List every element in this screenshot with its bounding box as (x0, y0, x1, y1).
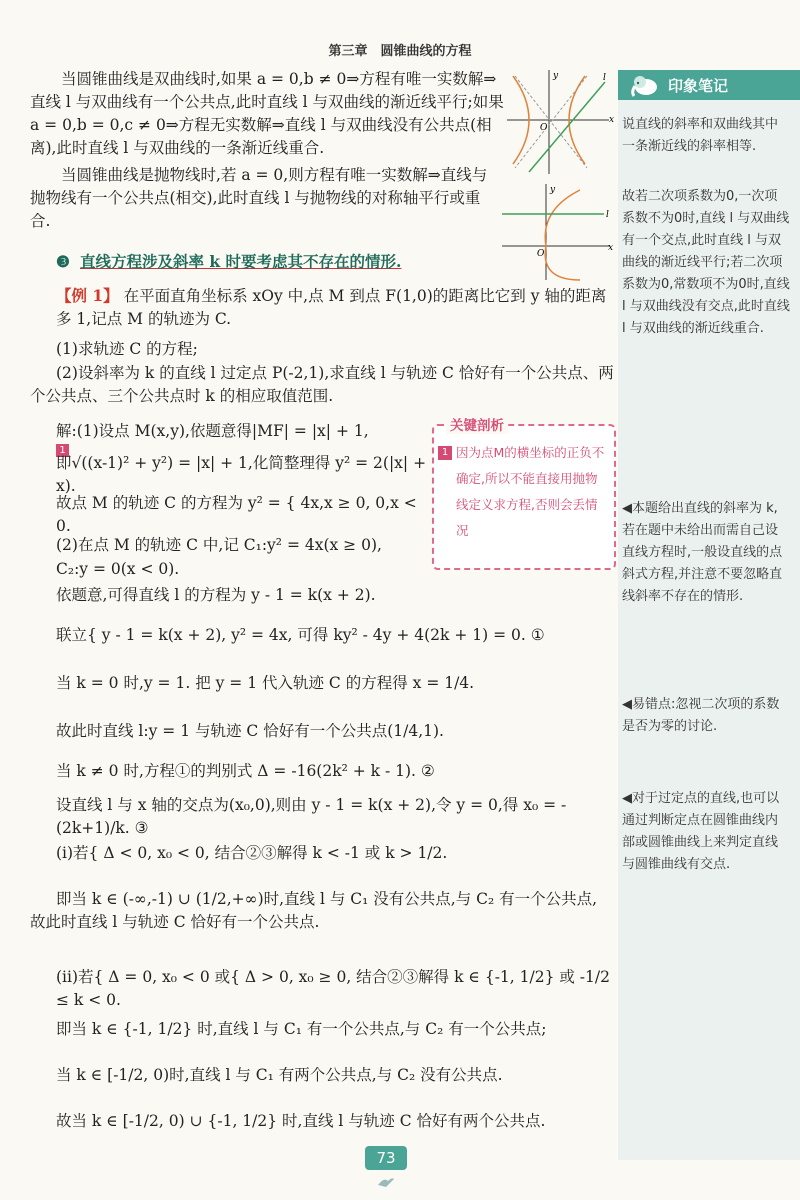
fig1-y-label: y (553, 71, 559, 81)
solution-line-6: 依题意,可得直线 l 的方程为 y - 1 = k(x + 2). (56, 586, 376, 604)
solution-line-7: 联立{ y - 1 = k(x + 2), y² = 4x, 可得 ky² - 4y + 4(2k + 1) = 0. ① (56, 626, 545, 644)
parabola-figure (500, 180, 618, 288)
solution-line-10: 当 k ≠ 0 时,方程①的判别式 Δ = -16(2k² + k - 1). ② (56, 762, 435, 780)
fig2-y-label: y (550, 185, 556, 195)
solution-line-12: (i)若{ Δ < 0, x₀ < 0, 结合②③解得 k < -1 或 k > 1/2. (56, 844, 448, 862)
key-analysis-text: 因为点M的横坐标的正负不确定,所以不能直接用抛物线定义求方程,否则会丢情况 (456, 445, 605, 538)
solution-line-4: (2)在点 M 的轨迹 C 中,记 C₁:y² = 4x(x ≥ 0), (56, 536, 382, 554)
solution-line-5: C₂:y = 0(x < 0). (56, 560, 180, 578)
question-1: (1)求轨迹 C 的方程; (56, 340, 198, 358)
question-2: (2)设斜率为 k 的直线 l 过定点 P(-2,1),求直线 l 与轨迹 C 恰好有一个公共点、两个公共点、三个公共点时 k 的相应取值范围. (30, 364, 614, 405)
elephant-icon (630, 72, 660, 102)
example-1-statement (56, 284, 616, 331)
solution-mark: 1 (56, 444, 69, 457)
sidebar-note-5: ◀对于过定点的直线,也可以通过判断定点在圆锥曲线内部或圆锥曲线上来判定直线与圆锥曲线有交点. (622, 791, 780, 872)
fig1-l-label: l (603, 73, 606, 83)
example-tag: 【例 1】 (56, 286, 119, 305)
bird-icon (376, 1174, 396, 1193)
key-analysis-title: 关键剖析 (446, 414, 508, 434)
fig2-l-label: l (606, 210, 609, 220)
section-heading: 直线方程涉及斜率 k 时要考虑其不存在的情形. (80, 252, 402, 271)
sidebar-note-4: ◀易错点:忽视二次项的系数是否为零的讨论. (622, 697, 780, 734)
section-heading-number: ❸ (56, 252, 70, 271)
solution-line-14: (ii)若{ Δ = 0, x₀ < 0 或{ Δ > 0, x₀ ≥ 0, 结合②③解得 k ∈ {-1, 1/2} 或 -1/2 ≤ k < 0. (56, 968, 610, 1009)
solution-line-2: 即√((x-1)² + y²) = |x| + 1,化简整理得 y² = 2(|x| + x). (56, 454, 427, 495)
fig1-x-label: x (609, 115, 615, 125)
solution-line-17: 故当 k ∈ [-1/2, 0) ∪ {-1, 1/2} 时,直线 l 与轨迹 C 恰好有两个公共点. (56, 1112, 546, 1130)
sidebar-note-1: 说直线的斜率和双曲线其中一条渐近线的斜率相等. (622, 117, 779, 154)
sidebar-note-3: ◀本题给出直线的斜率为 k,若在题中未给出而需自己设直线方程时,一般设直线的点斜式方程,并注意不要忽略直线斜率不存在的情形. (622, 501, 783, 604)
page-number: 73 (365, 1146, 407, 1170)
paragraph-hyperbola: 当圆锥曲线是双曲线时,如果 a = 0,b ≠ 0⇒方程有唯一实数解⇒直线 l 与双曲线有一个公共点,此时直线 l 与双曲线的渐近线平行;如果 a = 0,b = 0,c ≠ 0⇒方程无实数解⇒直线 l 与双曲线没有公共点(相离),此时直线 l 与双曲线的一条渐近线重合. (30, 70, 504, 157)
solution-line-1: 解:(1)设点 M(x,y),依题意得|MF| = |x| + 1, (56, 422, 369, 440)
key-analysis-mark: 1 (438, 446, 452, 460)
sidebar-note-2: 故若二次项系数为0,一次项系数不为0时,直线 l 与双曲线有一个交点,此时直线 l 与双曲线的渐近线平行;若二次项系数为0,常数项不为0时,直线 l 与双曲线没有交点,此时直线 l 与双曲线的渐近线重合. (622, 189, 790, 336)
fig2-x-label: x (608, 243, 614, 253)
solution-line-16: 当 k ∈ [-1/2, 0)时,直线 l 与 C₁ 有两个公共点,与 C₂ 没有公共点. (56, 1066, 503, 1084)
fig1-o-label: O (540, 123, 548, 133)
solution-line-11: 设直线 l 与 x 轴的交点为(x₀,0),则由 y - 1 = k(x + 2),令 y = 0,得 x₀ = -(2k+1)/k. ③ (56, 796, 567, 837)
hyperbola-figure (505, 68, 615, 182)
example-text: 在平面直角坐标系 xOy 中,点 M 到点 F(1,0)的距离比它到 y 轴的距离多 1,记点 M 的轨迹为 C. (56, 287, 607, 328)
sidebar-title: 印象笔记 (668, 77, 729, 95)
solution-line-9: 故此时直线 l:y = 1 与轨迹 C 恰好有一个公共点(1/4,1). (56, 722, 444, 740)
chapter-header: 第三章 圆锥曲线的方程 (328, 44, 472, 59)
solution-line-8: 当 k = 0 时,y = 1. 把 y = 1 代入轨迹 C 的方程得 x = 1/4. (56, 674, 475, 692)
solution-line-15: 即当 k ∈ {-1, 1/2} 时,直线 l 与 C₁ 有一个公共点,与 C₂ 有一个公共点; (56, 1020, 547, 1038)
paragraph-parabola: 当圆锥曲线是抛物线时,若 a = 0,则方程有唯一实数解⇒直线与抛物线有一个公共点(相交),此时直线 l 与抛物线的对称轴平行或重合. (30, 166, 488, 230)
solution-line-13: 即当 k ∈ (-∞,-1) ∪ (1/2,+∞)时,直线 l 与 C₁ 没有公共点,与 C₂ 有一个公共点,故此时直线 l 与轨迹 C 恰好有一个公共点. (30, 890, 598, 931)
fig2-o-label: O (537, 249, 545, 259)
solution-line-3: 故点 M 的轨迹 C 的方程为 y² = { 4x,x ≥ 0, 0,x < 0. (56, 494, 417, 535)
